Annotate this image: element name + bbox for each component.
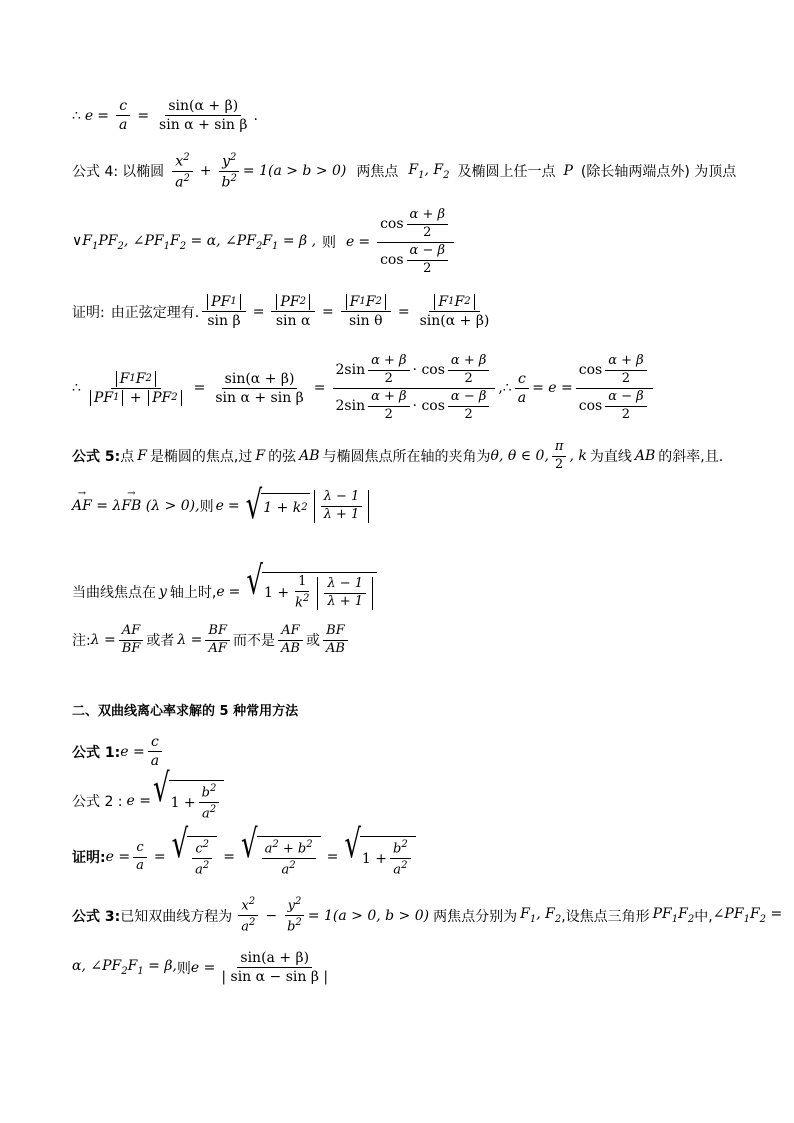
proof-4-derivation: ∴ F 1 F 2 PF 1 + PF 2 = $\frac{\sin(\alpha + \beta)}{\text{sin α + sin β}}$ = 2sin $\frac{\alpha + \beta}{2}$ · cos $\frac{\alpha + \beta}{2}$ 2sin $\frac{\alpha + \beta}{2}$ · cos $\frac{\alpha - \beta}{2}$ ,∴ $\frac{c}{a}$ = e = cos $\frac{\alpha + \beta}{2}$ cos $\frac{\alpha - \beta}{2}$: [72, 354, 656, 423]
formula-5-note: 注: λ = $\frac{AF}{BF}$ 或者 λ = $\frac{BF}{AF}$ 而不是 $\frac{AF}{AB}$ 或 $\frac{BF}{AB}$: [72, 624, 351, 657]
formula-4-triangle-condition: $\vee F_1PF_2$, $\angle PF_1F_2 = \alpha$, $\angle PF_2F_1 = \beta$ , 则 e = cos $\frac{\alpha + \beta}{2}$ cos $\frac{\alpha - \beta}{2}$: [72, 208, 457, 277]
proof-4-sine-rule: 证明: 由正弦定理有. PF 1 sin β = PF 2 sin α = F 1 F 2 sin θ = F 1 F 2 sin(α + β): [72, 294, 490, 330]
section-2-title: 二、双曲线离心率求解的 5 种常用方法: [72, 704, 299, 719]
hyperbola-formula-3-result: α, $\angle PF_2F_1 = \beta$, 则 e = $\frac{\sin(a + \beta)}{\text{| sin α − sin β |}}$: [72, 950, 329, 986]
therefore-symbol: ∴: [72, 107, 81, 124]
fraction-c-over-a: $\frac{c}{a}$: [116, 98, 130, 133]
formula-5-y-axis-case: 当曲线焦点在 y 轴上时, e = √ 1 + $\frac{1}{k^2}$ $\frac{\lambda - 1}{\lambda + 1}$: [72, 572, 379, 611]
formula-5-vector-condition: → AF = λ→ FB (λ > 0), 则 e = √ 1 + k 2 $\frac{\lambda - 1}{\lambda + 1}$: [72, 490, 371, 523]
formula-5-statement: 公式 5: 点 F 是椭圆的焦点,过 F 的弦 AB 与椭圆焦点所在轴的夹角为 θ, θ ∈ 0, $\frac{\pi}{2}$ , k 为直线 AB 的斜率,且.: [72, 439, 724, 472]
hyperbola-formula-1: 公式 1: e = $\frac{c}{a}$: [72, 734, 165, 769]
fraction-cos-ratio: cos $\frac{\alpha + \beta}{2}$ cos $\frac{\alpha - \beta}{2}$: [377, 208, 454, 277]
formula-line-eccentricity-sine: ∴ e = $\frac{c}{a}$ = $\frac{\sin(\alpha + \beta)}{\text{sin α + sin β}}$ .: [72, 98, 258, 134]
hyperbola-formula-3-statement: 公式 3: 已知双曲线方程为 $\frac{x^2}{a^2}$ − $\frac{y^2}{b^2}$ = 1(a > 0, b > 0) 两焦点分别为 $F_1$, $F_2$ ,设焦点三角形 $PF_1F_2$ 中, $\angle PF_1F_2$ =: [72, 896, 783, 935]
fraction-x2-a2: $\frac{x^2}{a^2}$: [172, 152, 193, 191]
hyperbola-formula-2: 公式 2 : e = √ 1 + $\frac{b^2}{a^2}$: [72, 780, 226, 823]
formula-4-label: 公式 4:: [72, 164, 119, 181]
fraction-y2-b2: $\frac{y^2}{b^2}$: [219, 152, 240, 191]
fraction-sine-ratio: $\frac{\sin(\alpha + \beta)}{\text{sin α + sin β}}$: [159, 98, 248, 134]
hyperbola-formula-2-proof: 证明: e = $\frac{c}{a}$ = √ $\frac{c^2}{a^2}$ = √ $\frac{a^2 + b^2}{a^2}$ = √ 1 + $\frac{b^2}{a^2}$: [72, 836, 418, 879]
formula-4-statement: 公式 4: 以椭圆 $\frac{x^2}{a^2}$ + $\frac{y^2}{b^2}$ = 1(a > b > 0) 两焦点 $F_1$, $F_2$ 及椭圆上任一点 P (除长轴两端点外) 为顶点: [72, 152, 737, 191]
